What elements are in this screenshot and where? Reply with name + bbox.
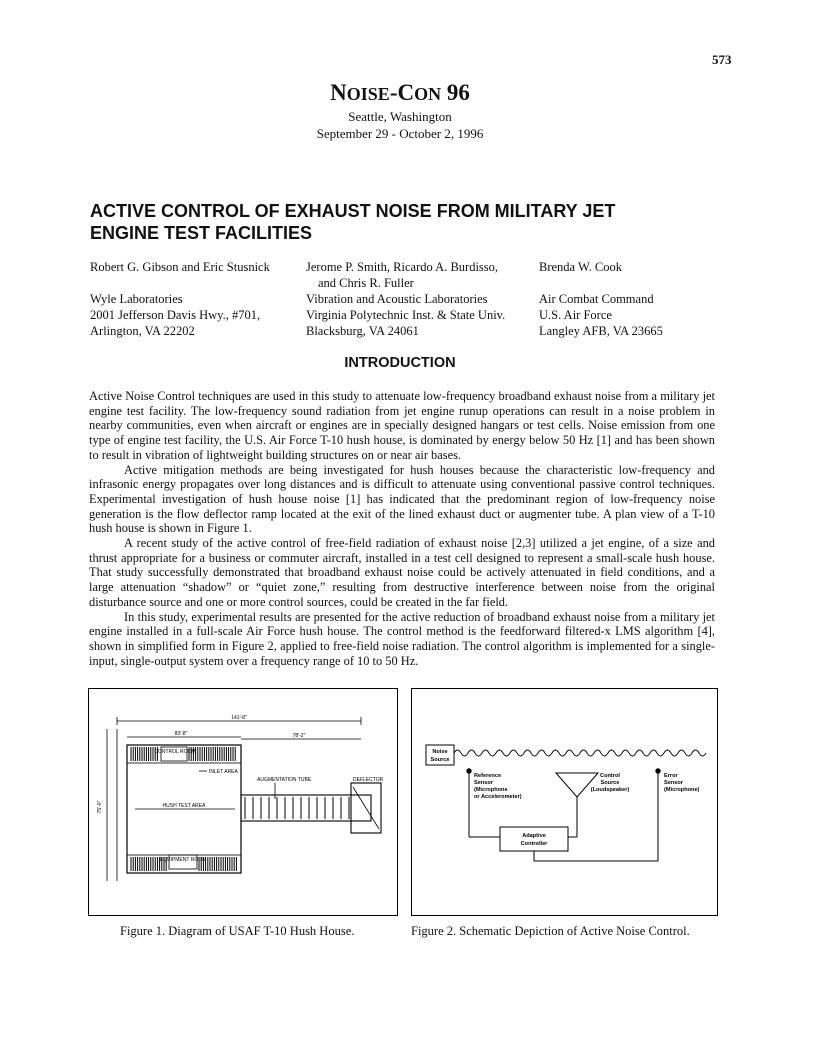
error-sensor-label-2: Sensor (664, 780, 683, 786)
author-block-3 (539, 259, 719, 339)
conf-title-oise: OISE (346, 84, 390, 104)
noise-source-label-1: Noise (432, 749, 448, 755)
reference-sensor-label-3: (Microphone (474, 787, 508, 793)
paragraph-3: A recent study of the active control of free-field radiation of exhaust noise [2,3] utilized a jet engine, of a size and thrust appropriate for a business or commuter aircraft, installed in a test cell designed to represent a small-scale hush house. That study successfully demonstrated that broadband exhaust noise could be actively attenuated in field conditions, and a large attenuation “shadow” or “quiet zone,” resulting from destructive interference between noise from the original disturbance source and one or more control sources, could be created in the far field. (89, 536, 715, 609)
author-address-2: Blacksburg, VA 24061 (306, 324, 419, 338)
adaptive-controller-label-1: Adaptive (522, 833, 546, 839)
hush-test-area-label: HUSH TEST AREA (162, 803, 206, 809)
figure-2-anc-schematic (412, 689, 717, 915)
reference-sensor-label-1: Reference (474, 773, 502, 779)
author-names-cont: and Chris R. Fuller (318, 276, 414, 290)
dim-left-label: 83'-8" (174, 731, 188, 737)
paper-title-line-2: ENGINE TEST FACILITIES (90, 223, 313, 243)
adaptive-controller-box (500, 827, 568, 851)
dim-mid-label: 78'-2" (292, 733, 306, 739)
noise-wave-path (454, 750, 706, 756)
author-names: Brenda W. Cook (539, 260, 622, 274)
author-address-2: Arlington, VA 22202 (90, 324, 195, 338)
author-names: Jerome P. Smith, Ricardo A. Burdisso, (306, 260, 499, 274)
paragraph-4: In this study, experimental results are presented for the active reduction of broadband exhaust noise from a military jet engine installed in a full-scale Air Force hush house. The control method is the feedforward filtered-x LMS algorithm [4], shown in simplified form in Figure 2, applied to free-field noise radiation. The control algorithm is implemented for a single-input, single-output system over a frequency range of 10 to 50 Hz. (89, 609, 715, 668)
figure-1-hush-house-diagram (89, 689, 397, 915)
equipment-room-label: EQUIPMENT ROOM (159, 857, 207, 863)
paragraph-1: Active Noise Control techniques are used in this study to attenuate low-frequency broadband exhaust noise from a military jet engine test facility. The low-frequency sound radiation from jet engine runup operations can result in a noise problem in nearby communities, even when aircraft or engines are in specially designed hangars or test cells. Noise emission from one type of engine test facility, the U.S. Air Force T-10 hush house, is dominated by energy below 50 Hz [1] and has been shown to result in vibration of lightweight building structures on or near air bases. (89, 389, 715, 462)
author-address-2: Langley AFB, VA 23665 (539, 324, 663, 338)
conference-dates: September 29 - October 2, 1996 (316, 126, 484, 141)
noise-source-label-2: Source (430, 757, 450, 763)
author-names: Robert G. Gibson and Eric Stusnick (90, 260, 270, 274)
adaptive-controller-label-2: Controller (520, 841, 548, 847)
figure-2-box (411, 688, 718, 916)
page-number: 573 (712, 52, 732, 67)
author-block-2 (306, 259, 536, 339)
conf-title-on: ON (414, 84, 442, 104)
control-source-label-2: Source (600, 780, 620, 786)
conference-location: Seattle, Washington (348, 109, 452, 124)
figure-1-caption: Figure 1. Diagram of USAF T-10 Hush House. (120, 924, 355, 938)
author-address-1: 2001 Jefferson Davis Hwy., #701, (90, 308, 261, 322)
control-source-label-3: (Loudspeaker) (590, 787, 630, 793)
paper-title-line-1: ACTIVE CONTROL OF EXHAUST NOISE FROM MILITARY JET (90, 201, 616, 221)
conference-title (0, 80, 800, 106)
author-org: Wyle Laboratories (90, 292, 183, 306)
body-text (89, 389, 715, 668)
author-names-cont (539, 275, 719, 291)
paragraph-2: Active mitigation methods are being investigated for hush houses because the characteristic low-frequency and infrasonic energy propagates over long distances and is difficult to attenuate using conventional passive control techniques. Experimental investigation of hush house noise [1] has indicated that the predominant region of low-frequency noise generation is the flow deflector ramp located at the exit of the lined exhaust duct or augmenter tube. A plan view of a T-10 hush house is shown in Figure 1. (89, 462, 715, 536)
reference-sensor-label-4: or Accelerometer) (474, 794, 522, 800)
control-room-label: CONTROL ROOM (154, 749, 196, 755)
conf-title-dash-c: -C (389, 80, 415, 105)
deflector-label: DEFLECTOR (353, 777, 384, 783)
augmentation-tube-label: AUGMENTATION TUBE (257, 777, 312, 783)
paper-title (90, 200, 730, 244)
error-sensor-label-3: (Microphone) (664, 787, 700, 793)
author-org: Air Combat Command (539, 292, 654, 306)
conf-title-n: N (330, 80, 347, 105)
reference-sensor-label-2: Sensor (474, 780, 493, 786)
figure-1-box (88, 688, 398, 916)
author-org: Vibration and Acoustic Laboratories (306, 292, 488, 306)
dim-top-label: 141'-8" (231, 715, 247, 721)
author-address-1: U.S. Air Force (539, 308, 612, 322)
figure-2-caption: Figure 2. Schematic Depiction of Active Noise Control. (411, 924, 690, 938)
conf-title-year: 96 (441, 80, 470, 105)
author-names-cont (90, 275, 300, 291)
author-address-1: Virginia Polytechnic Inst. & State Univ. (306, 308, 506, 322)
author-block-1 (90, 259, 300, 339)
section-heading-introduction: INTRODUCTION (344, 355, 456, 371)
loudspeaker-shape (556, 773, 598, 797)
error-sensor-label-1: Error (664, 773, 678, 779)
inlet-area-label: INLET AREA (209, 769, 238, 775)
control-source-label-1: Control (600, 773, 620, 779)
dim-side-label: 75'-0" (97, 800, 103, 814)
